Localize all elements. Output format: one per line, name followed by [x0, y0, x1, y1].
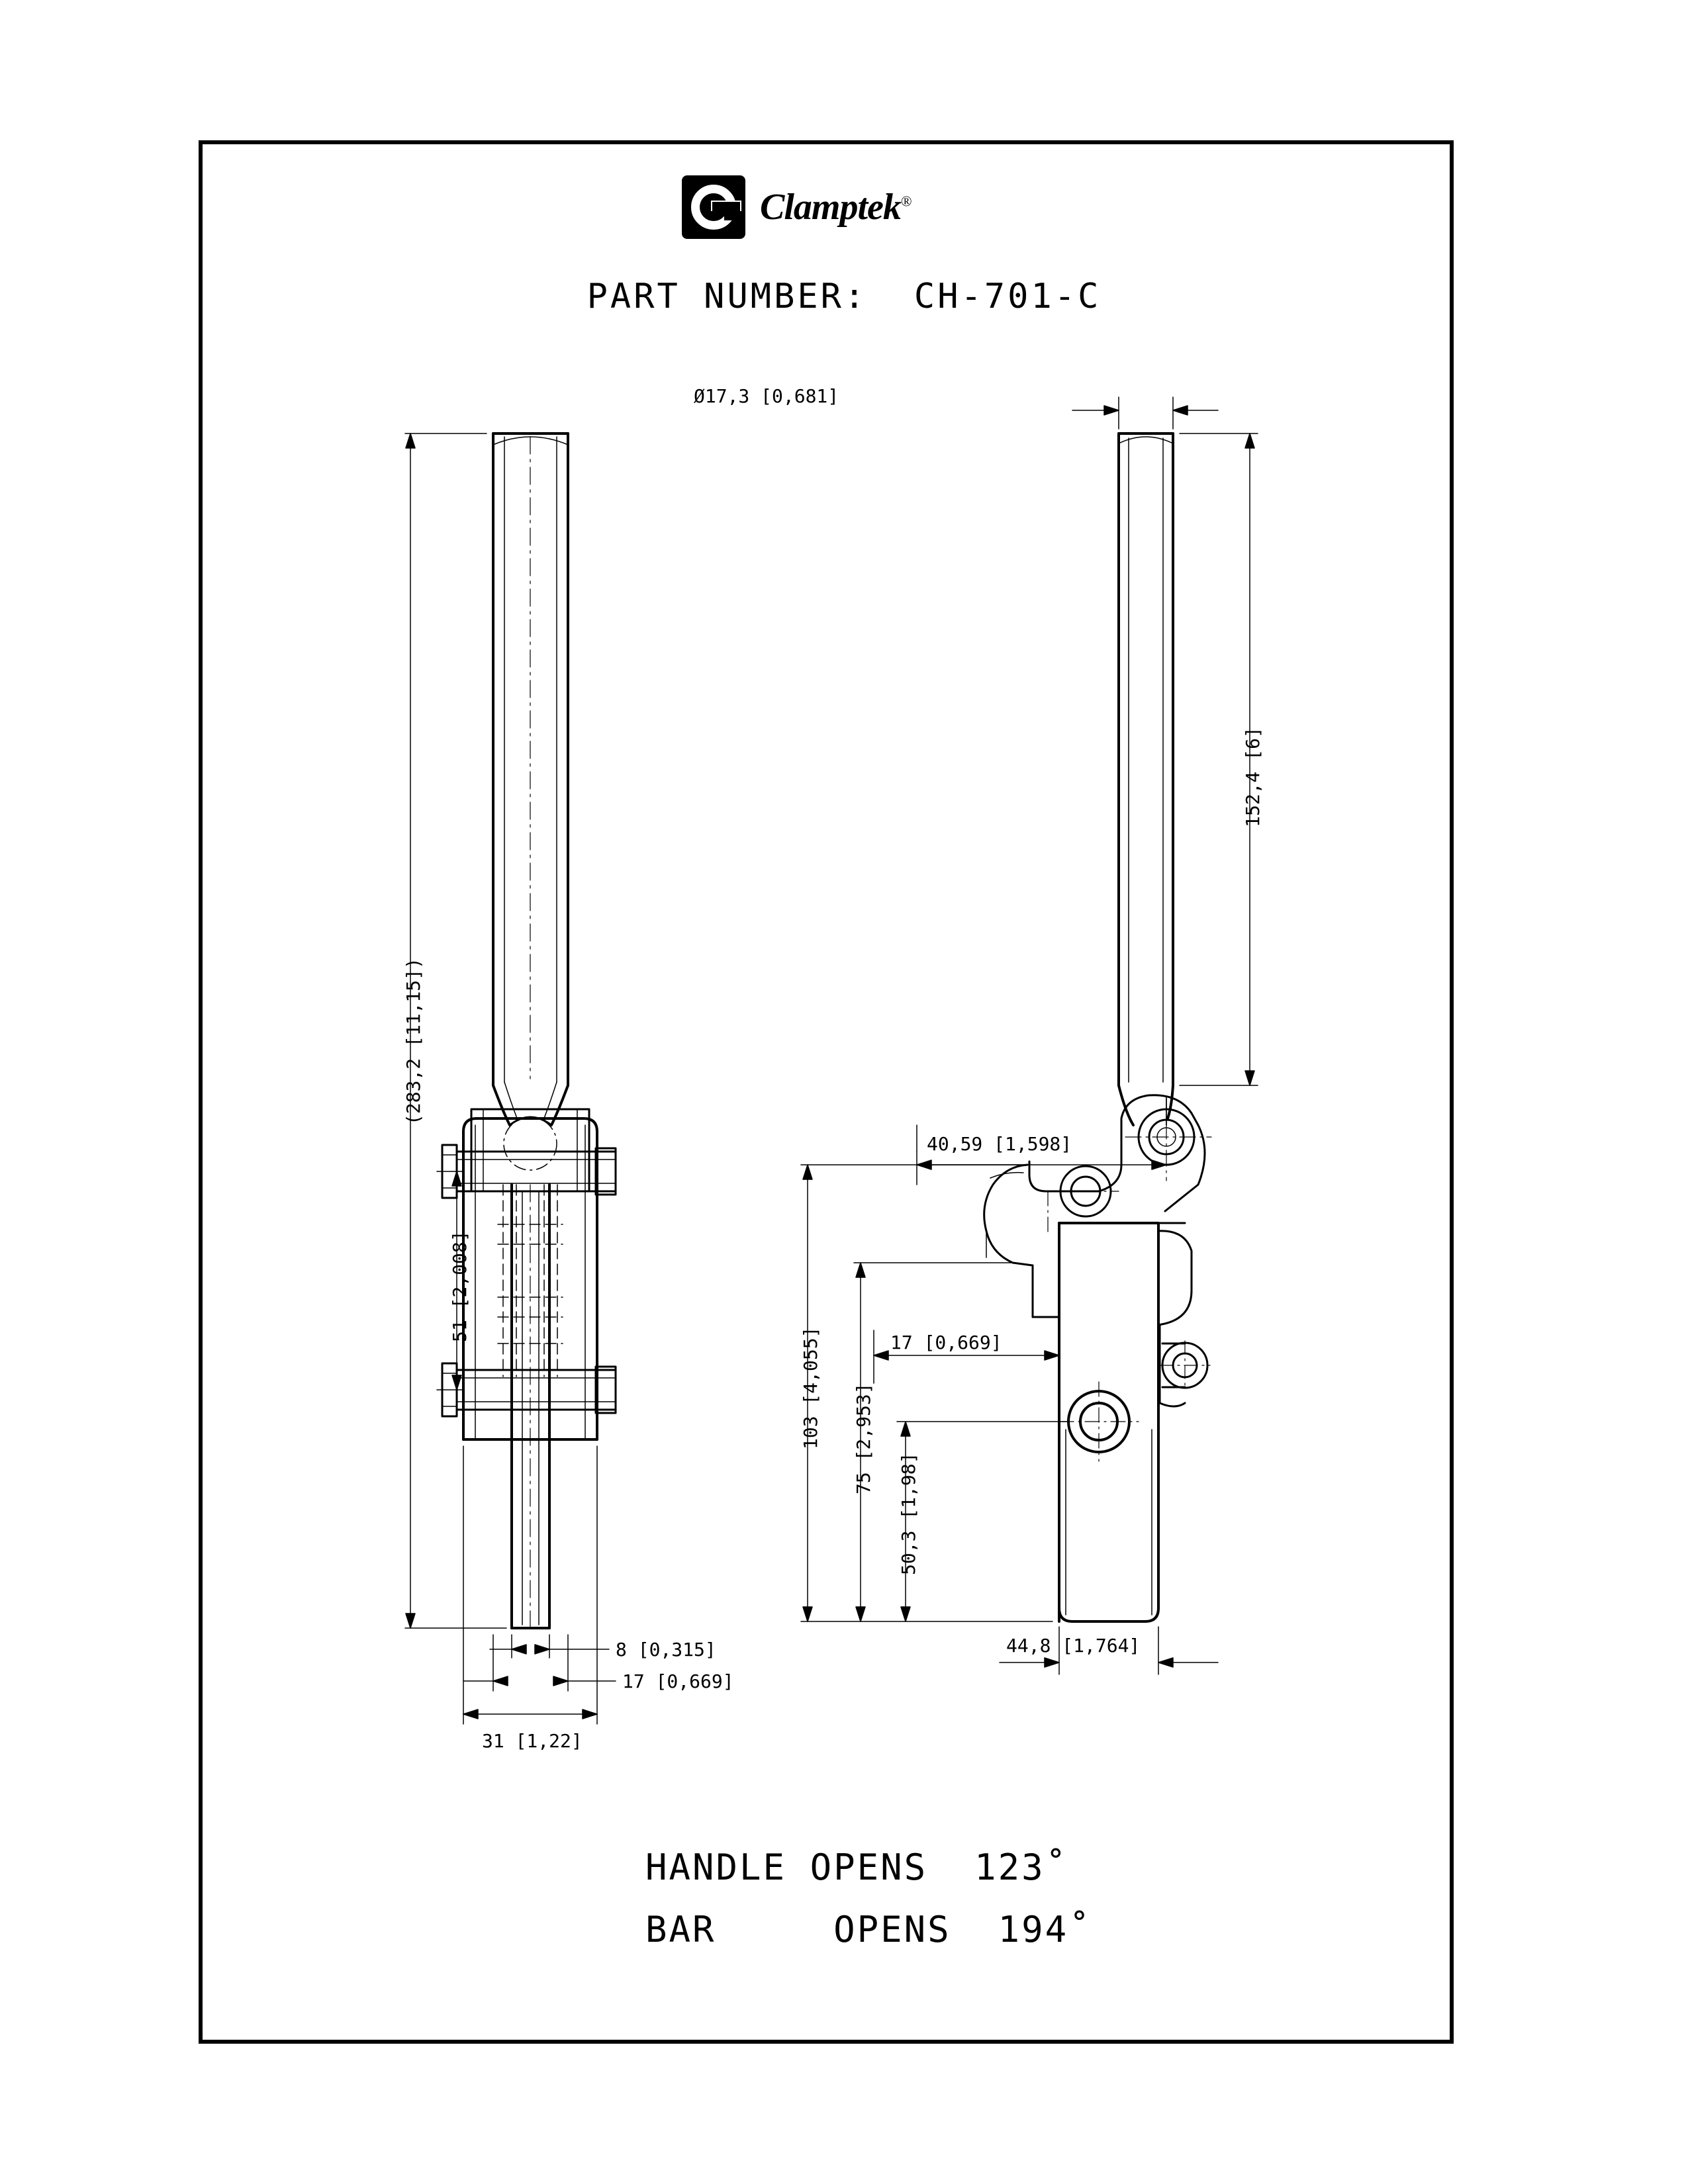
dim-bar-thickness: 8 [0,315] [616, 1639, 716, 1661]
dim-base-depth: 44,8 [1,764] [1006, 1635, 1141, 1657]
side-handle-tube [1119, 433, 1173, 1125]
note-bar-opens: BAR OPENS 194˚ [645, 1909, 1092, 1950]
dim-mount-height: 75 [2,953] [853, 1383, 874, 1494]
dim-bar-offset: 17 [0,669] [890, 1332, 1002, 1353]
dim-total-depth: 103 [4,055] [800, 1326, 821, 1449]
part-number-label: PART NUMBER: [586, 277, 868, 316]
dim-overall-height: (283,2 [11,15]) [402, 958, 424, 1125]
dim-pivot-offset: 40,59 [1,598] [927, 1133, 1072, 1155]
dim-bar-width: 17 [0,669] [622, 1670, 734, 1692]
front-lower-bolt [442, 1363, 616, 1416]
dim-hole-height: 50,3 [1,98] [898, 1452, 919, 1575]
registered-mark: ® [900, 193, 912, 210]
note-handle-opens: HANDLE OPENS 123˚ [645, 1846, 1069, 1888]
front-upper-knuckle [471, 1109, 589, 1191]
brand-name-text: Clamptek [760, 187, 901, 228]
front-handle-tube [493, 433, 568, 1125]
dim-base-hole-spacing: 51 [2,008] [449, 1230, 471, 1342]
dim-handle-diameter: Ø17,3 [0,681] [694, 385, 839, 407]
side-body [984, 1165, 1210, 1621]
part-number-value: CH-701-C [914, 277, 1102, 316]
dim-handle-length: 152,4 [6] [1242, 727, 1264, 827]
dim-base-width: 31 [1,22] [482, 1730, 583, 1752]
